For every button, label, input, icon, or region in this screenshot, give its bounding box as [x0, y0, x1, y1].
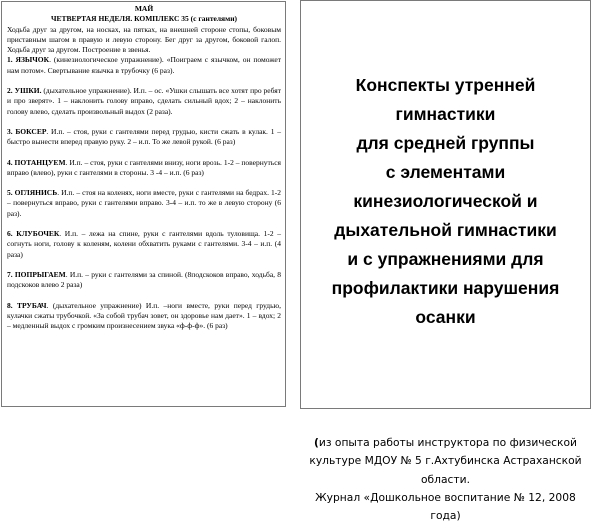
exercise-item [7, 127, 281, 148]
exercise-name: 8. ТРУБАЧ [7, 300, 47, 310]
title-line: профилактики нарушения [331, 278, 560, 298]
exercise-text: . И.п. – лежа на спине, руки с гантелями вдоль туловища. 1-2 – согнуть ноги, голову к коленям, колени обхватить руками с гантелями. 3-4 – и.п. (4 раза) [7, 229, 281, 259]
exercise-name: 2. УШКИ. [7, 86, 42, 96]
exercise-text: . И.п. – стоя, руки с гантелями внизу, ноги врозь. 1-2 – повернуться вправо (влево), руки с гантелями в стороны. 3 -4 – и.п. (6 раз) [7, 157, 282, 177]
exercise-item [7, 55, 281, 76]
exercise-name: 6. КЛУБОЧЕК [7, 229, 60, 239]
exercise-text: . И.п. – руки с гантелями за спиной. (8подскоков вправо, ходьба, 8 подскоков влево 2 раза) [7, 269, 282, 290]
exercise-item [7, 86, 281, 117]
intro-paragraph: Ходьба друг за другом, на носках, на пятках, на внешней стороне стопы, боковым приставным шагом в правую и левую сторону. Бег друг за другом, боковой галоп. Ходьба друг за другом. Построение в звенья. [7, 24, 281, 55]
exercise-text: (дыхательное упражнение). И.п. – ос. «Ушки слышать все хотят про ребят и про зверят». 1 – наклонить голову вправо, сделать сильный вдох; 2 – наклонить голову влево, сделать произвольный выдох (2 раза). [7, 86, 281, 116]
exercise-text: . (кинезиологическое упражнение). «Поиграем с язычком, он поможет нам потом». Свертывание язычка в трубочку (6 раз). [7, 55, 282, 75]
exercise-item [7, 158, 281, 179]
month-heading: МАЙ [134, 4, 154, 13]
exercise-text: . И.п. – стоя, руки с гантелями перед грудью, кисти сжать в кулак. 1 – быстро вынести вперед правую руку. 2 – и.п. То же левой рукой. (6 раз) [7, 126, 281, 147]
exercise-name: 4. ПОТАНЦУЕМ [7, 157, 66, 167]
caption-open-paren: ( [313, 436, 319, 449]
exercise-item [7, 270, 281, 291]
journal-reference: Журнал «Дошкольное воспитание № 12, 2008 года) [315, 490, 576, 523]
title-line: дыхательной гимнастики [334, 220, 557, 240]
title-line: кинезиологической и [353, 191, 538, 211]
week-title: ЧЕТВЕРТАЯ НЕДЕЛЯ. КОМПЛЕКС 35 (с гантелями) [50, 14, 238, 24]
title-line: для средней группы [356, 133, 535, 153]
exercise-name: 5. ОГЛЯНИСЬ [7, 188, 58, 198]
exercise-text: . (дыхательное упражнение) И.п. –ноги вместе, руки перед грудью, кулачки сжаты трубочкой. «За собой трубач зовет, он здоровье нам дает». 1 – вдох; 2 – медленный выдох с громким произнесением звука «ф-ф-ф». (6 раз) [7, 300, 282, 331]
title-page [300, 0, 591, 409]
title-line: осанки [415, 307, 476, 327]
title-line: с элементами [385, 162, 506, 182]
exercise-page [1, 1, 286, 407]
exercise-name: 7. ПОПРЫГАЕМ [7, 269, 66, 279]
title-line: и с упражнениями для [347, 249, 544, 269]
exercise-item [7, 301, 281, 332]
title-line: Конспекты утренней [355, 75, 536, 95]
document-title [332, 71, 560, 338]
exercise-name: 1. ЯЗЫЧОК [7, 55, 50, 65]
title-line: гимнастики [395, 104, 496, 124]
source-caption [300, 434, 591, 525]
caption-text: из опыта работы инструктора по физической культуре МДОУ № 5 г.Ахтубинска Астраханской области. [309, 436, 582, 486]
exercise-name: 3. БОКСЕР [7, 126, 47, 136]
exercise-text: . И.п. – стоя на коленях, ноги вместе, руки с гантелями на бедрах. 1-2 – повернуться вправо, руки с гантелями вправо. 3-4 – и.п. то же в левую сторону (6 раз). [7, 188, 281, 218]
exercise-item [7, 188, 281, 219]
exercise-item [7, 229, 281, 260]
